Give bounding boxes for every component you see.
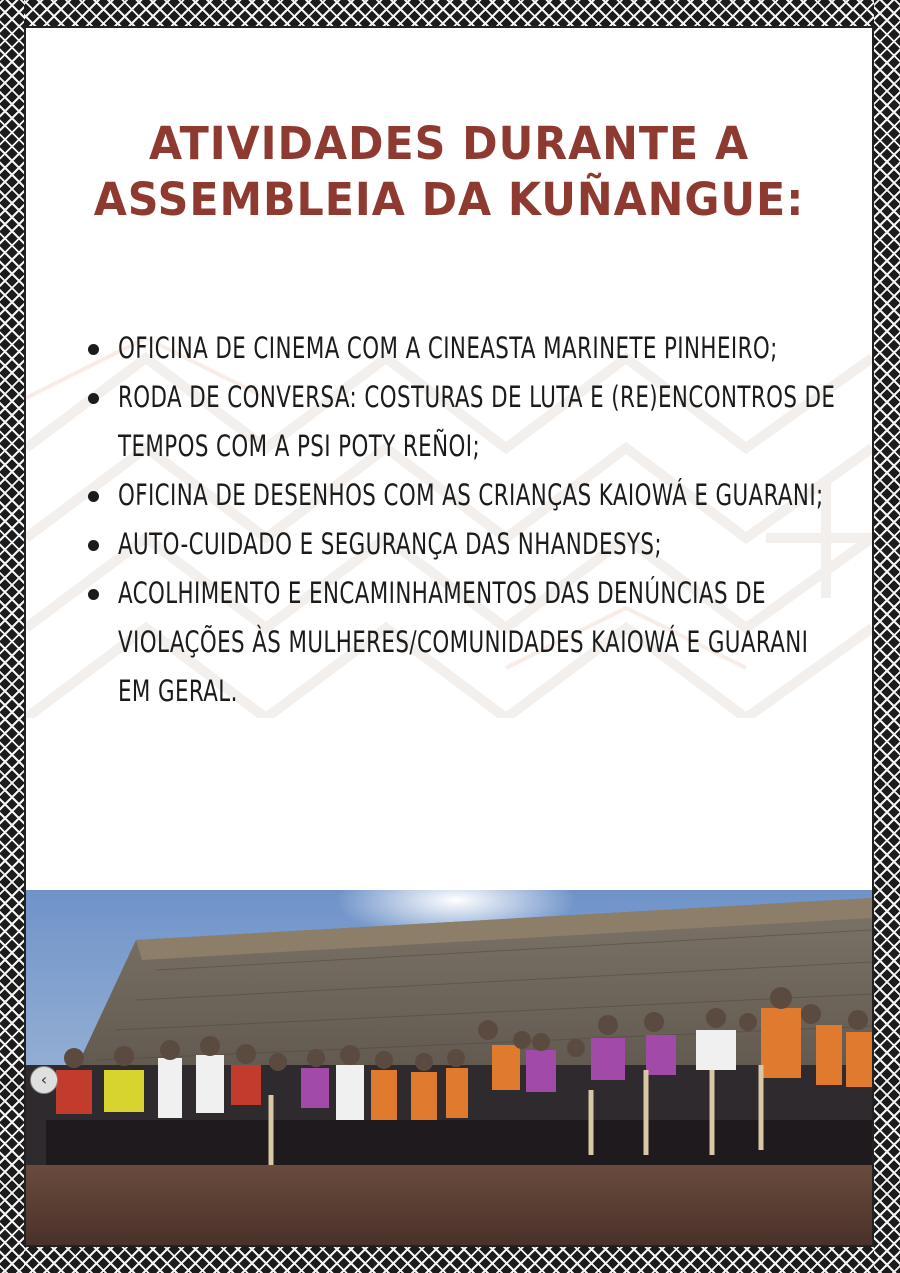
patterned-border-top xyxy=(0,0,900,26)
list-item-text: OFICINA DE CINEMA COM A CINEASTA MARINETE PINHEIRO; xyxy=(118,331,778,365)
bullet-icon xyxy=(88,540,99,551)
chevron-left-icon[interactable]: ‹ xyxy=(30,1066,58,1094)
list-item xyxy=(84,373,844,471)
list-item xyxy=(84,471,844,520)
assembly-photo xyxy=(26,890,872,1245)
text-panel xyxy=(26,28,872,890)
title-line-2: ASSEMBLEIA DA KUÑANGUE: xyxy=(93,173,805,226)
bullet-icon xyxy=(88,491,99,502)
list-item-text: AUTO-CUIDADO E SEGURANÇA DAS NHANDESYS; xyxy=(118,527,663,561)
bullet-icon xyxy=(88,344,99,355)
list-item xyxy=(84,520,844,569)
patterned-border-left xyxy=(0,0,24,1273)
title-line-1: ATIVIDADES DURANTE A xyxy=(148,117,750,170)
assembly-photo-illustration xyxy=(26,890,872,1245)
list-item-text: RODA DE CONVERSA: COSTURAS DE LUTA E (RE)ENCONTROS DE TEMPOS COM A PSI POTY REÑOI; xyxy=(118,380,836,463)
page-title xyxy=(47,116,851,228)
bullet-icon xyxy=(88,393,99,404)
activities-list xyxy=(84,324,844,716)
list-item xyxy=(84,569,844,716)
list-item-text: OFICINA DE DESENHOS COM AS CRIANÇAS KAIOWÁ E GUARANI; xyxy=(118,478,824,512)
patterned-border-right xyxy=(874,0,900,1273)
bullet-icon xyxy=(88,589,99,600)
patterned-border-bottom xyxy=(0,1247,900,1273)
list-item xyxy=(84,324,844,373)
list-item-text: ACOLHIMENTO E ENCAMINHAMENTOS DAS DENÚNCIAS DE VIOLAÇÕES ÀS MULHERES/COMUNIDADES KAIOWÁ E GUARANI EM GERAL. xyxy=(118,576,809,708)
